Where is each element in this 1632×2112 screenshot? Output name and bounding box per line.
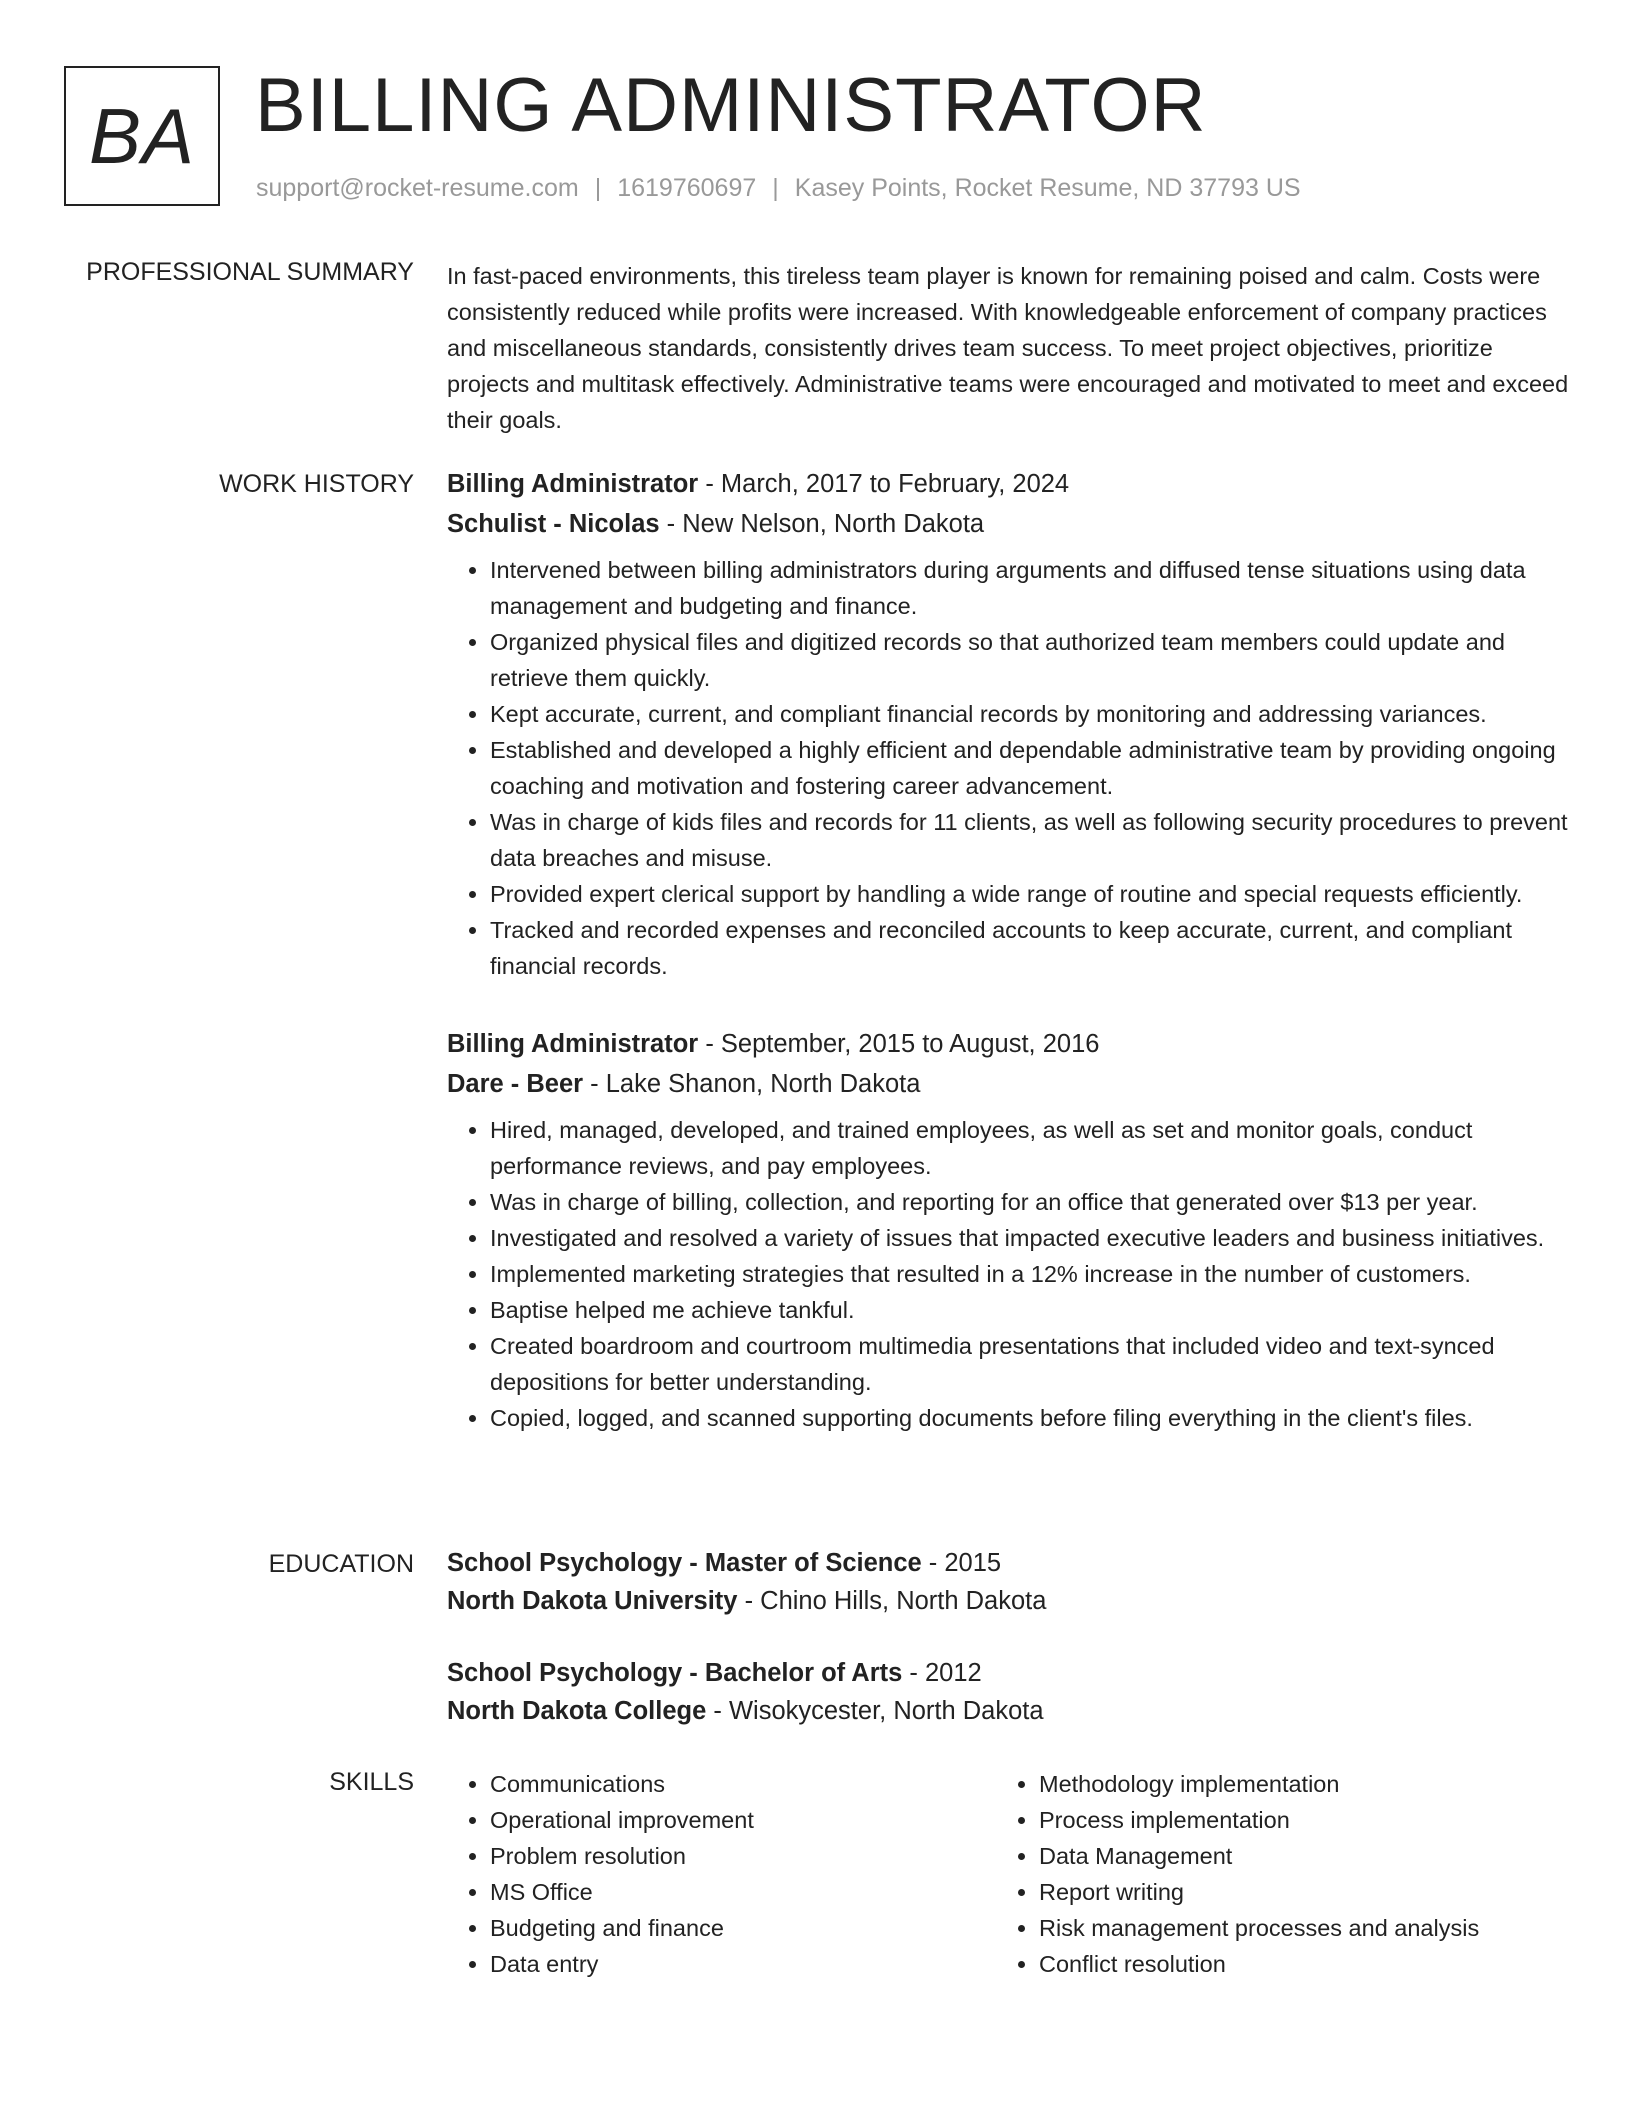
job-entry [447,1024,1572,1436]
summary-heading: PROFESSIONAL SUMMARY [86,258,414,286]
edu-degree-line [447,1544,1572,1582]
summary-text: In fast-paced environments, this tireless team player is known for remaining poised and calm. Costs were consistently reduced while profits were increased. With knowledgeable enforcement of company practices and miscellaneous standards, consistently drives team success. To meet project objectives, prioritize projects and multitask effectively. Administrative teams were encouraged and motivated to meet and exceed their goals. [447,263,1569,433]
list-item: • Hired, managed, developed, and trained employees, as well as set and monitor goals, conduct performance reviews, and pay employees. [490,1112,1572,1184]
list-item: • Budgeting and finance [490,1910,996,1946]
edu-degree-line [447,1654,1572,1692]
education-entry [447,1654,1572,1730]
monogram-box: BA [64,66,220,206]
job-title-line [447,464,1572,504]
contact-separator: | [594,174,602,202]
list-item: • Problem resolution [490,1838,996,1874]
skills-list-right [996,1766,1545,1982]
list-item: • Was in charge of kids files and records for 11 clients, as well as following security procedures to prevent data breaches and misuse. [490,804,1572,876]
job-dates: - March, 2017 to February, 2024 [698,470,1070,498]
job-entry [447,464,1572,984]
contact-separator: | [772,174,779,202]
list-item: • Was in charge of billing, collection, and reporting for an office that generated over $13 per year. [490,1184,1572,1220]
list-item: • Communications [490,1766,996,1802]
job-company-line [447,1064,1572,1104]
edu-location: - Wisokycester, North Dakota [706,1697,1044,1725]
summary-body [447,258,1572,438]
job-bullets [447,1112,1572,1436]
edu-school: North Dakota College [447,1697,707,1725]
list-item: • Conflict resolution [1039,1946,1545,1982]
skills-columns [447,1766,1572,1982]
job-company: Dare - Beer [447,1070,584,1098]
list-item: • Copied, logged, and scanned supporting documents before filing everything in the client's files. [490,1400,1572,1436]
job-location: - New Nelson, North Dakota [659,510,985,538]
edu-year: - 2012 [902,1659,982,1687]
job-dates: - September, 2015 to August, 2016 [698,1030,1100,1058]
job-title: Billing Administrator [447,470,699,498]
job-title-line [447,1024,1572,1064]
list-item: • Risk management processes and analysis [1039,1910,1545,1946]
education-body [447,1544,1572,1764]
list-item: • Investigated and resolved a variety of issues that impacted executive leaders and business initiatives. [490,1220,1572,1256]
education-entry [447,1544,1572,1620]
job-company-line [447,504,1572,544]
list-item: • Kept accurate, current, and compliant financial records by monitoring and addressing variances. [490,696,1572,732]
education-heading: EDUCATION [268,1550,414,1578]
job-company: Schulist - Nicolas [447,510,660,538]
list-item: • Created boardroom and courtroom multimedia presentations that included video and text-synced depositions for better understanding. [490,1328,1572,1400]
list-item: • Operational improvement [490,1802,996,1838]
edu-school-line [447,1582,1572,1620]
resume-header [64,64,1564,214]
list-item: • Established and developed a highly efficient and dependable administrative team by providing ongoing coaching and motivation and fostering career advancement. [490,732,1572,804]
work-history-body [447,464,1572,1476]
job-location: - Lake Shanon, North Dakota [583,1070,921,1098]
edu-school: North Dakota University [447,1587,738,1615]
list-item: • Data entry [490,1946,996,1982]
edu-location: - Chino Hills, North Dakota [737,1587,1047,1615]
list-item: • Organized physical files and digitized records so that authorized team members could update and retrieve them quickly. [490,624,1572,696]
skills-heading: SKILLS [329,1768,414,1796]
list-item: • Baptise helped me achieve tankful. [490,1292,1572,1328]
list-item: • Intervened between billing administrators during arguments and diffused tense situations using data management and budgeting and finance. [490,552,1572,624]
contact-address: Kasey Points, Rocket Resume, ND 37793 US [794,174,1301,202]
list-item: • Process implementation [1039,1802,1545,1838]
list-item: • MS Office [490,1874,996,1910]
edu-degree: School Psychology - Bachelor of Arts [447,1659,903,1687]
skills-body [447,1766,1572,1982]
list-item: • Report writing [1039,1874,1545,1910]
page-title: BILLING ADMINISTRATOR [255,63,1207,148]
contact-email: support@rocket-resume.com [256,174,579,202]
list-item: • Provided expert clerical support by handling a wide range of routine and special requests efficiently. [490,876,1572,912]
job-title: Billing Administrator [447,1030,699,1058]
edu-degree: School Psychology - Master of Science [447,1549,922,1577]
list-item: • Data Management [1039,1838,1545,1874]
work-history-heading: WORK HISTORY [219,470,414,498]
skills-list-left [447,1766,996,1982]
list-item: • Tracked and recorded expenses and reconciled accounts to keep accurate, current, and compliant financial records. [490,912,1572,984]
list-item: • Implemented marketing strategies that resulted in a 12% increase in the number of customers. [490,1256,1572,1292]
job-bullets [447,552,1572,984]
edu-school-line [447,1692,1572,1730]
edu-year: - 2015 [921,1549,1002,1577]
list-item: • Methodology implementation [1039,1766,1545,1802]
contact-line [256,174,1301,203]
contact-phone: 1619760697 [617,174,757,202]
